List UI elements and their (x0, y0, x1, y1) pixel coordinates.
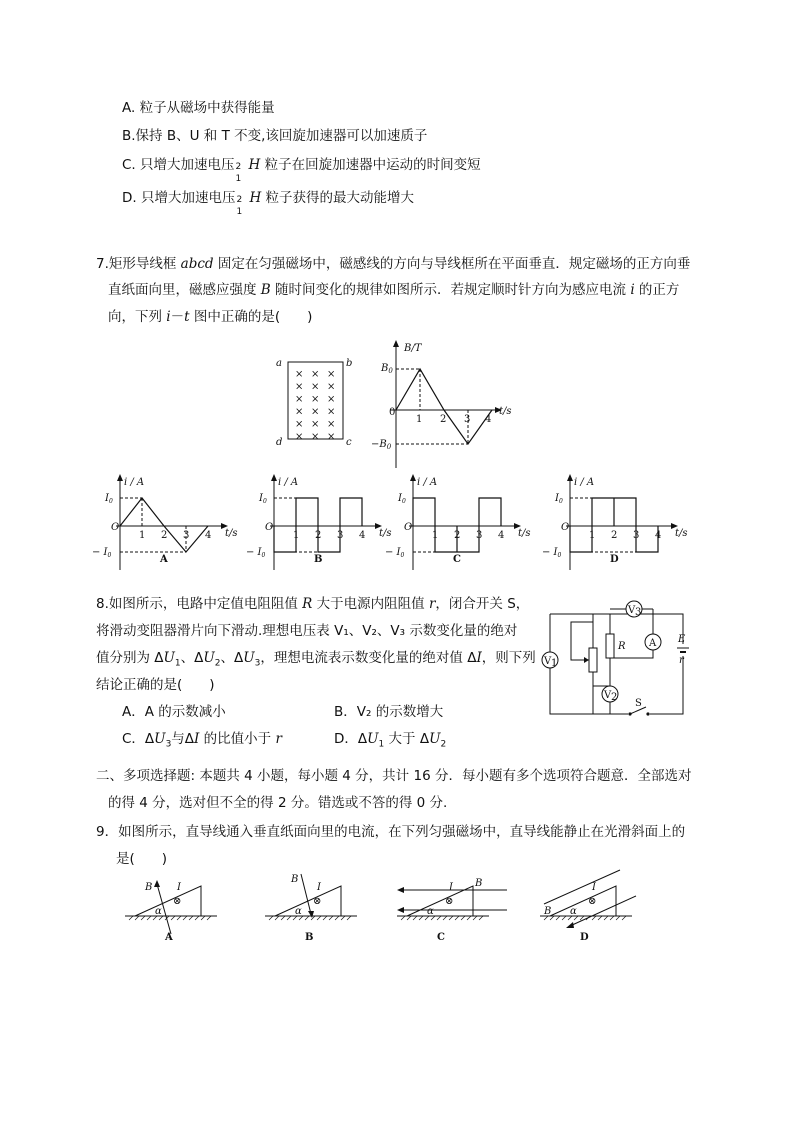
svg-text:α: α (570, 906, 577, 917)
field-cross: × (295, 419, 304, 430)
svg-text:B: B (544, 906, 552, 917)
frame-label-c: c (346, 437, 352, 448)
svg-text:⊗: ⊗ (313, 896, 322, 907)
svg-text:− I0: − $I_0$ (385, 547, 405, 559)
circuit-ammeter: A (649, 638, 657, 649)
svg-text:B: B (305, 932, 314, 943)
q6-option-c: C. 只增大加速电压 2 1 H 粒子在回旋加速器中运动的时间变短 (122, 157, 481, 184)
svg-text:4: 4 (359, 530, 366, 541)
svg-text:2: 2 (161, 530, 168, 541)
svg-text:A: A (165, 932, 173, 943)
q6-option-a: A. 粒子从磁场中获得能量 (122, 100, 275, 116)
q9-stem-line2: 是( ) (116, 851, 168, 867)
circuit-r: R (618, 641, 626, 652)
svg-text:C: C (453, 554, 461, 565)
svg-text:⊗: ⊗ (173, 896, 182, 907)
svg-text:i / A: i / A (124, 477, 145, 488)
svg-text:1: 1 (589, 530, 596, 541)
svg-text:1: 1 (432, 530, 439, 541)
bt-tick-2: 2 (440, 414, 447, 425)
field-cross: × (311, 431, 320, 443)
incline-option-B (265, 874, 357, 943)
svg-text:I0: $I_0$ (398, 493, 406, 505)
svg-text:O: O (404, 522, 413, 533)
incline-option-C (397, 878, 507, 943)
field-cross: × (327, 394, 336, 405)
q7-option-graphs (0, 470, 794, 575)
svg-text:2: 2 (454, 530, 461, 541)
q6-option-d: D. 只增大加速电压 2 1 H 粒子获得的最大动能增大 (122, 190, 415, 217)
frame-label-a: a (276, 358, 282, 369)
svg-text:3: 3 (633, 530, 640, 541)
q8-option-b: B．V₂ 的示数增大 (334, 704, 444, 720)
bt-tick-1: 1 (416, 414, 423, 425)
bt-origin: 0 (389, 407, 396, 418)
field-cross-grid (295, 369, 335, 443)
bt-b0-label: $B_0$ (381, 363, 393, 375)
svg-text:I0: $I_0$ (555, 493, 563, 505)
q8-stem-line3: 值分别为 $\Delta U_1$、$\Delta U_2$、$\Delta U_3$，理想电流表示数变化量的绝对值 ΔI，则下列 (96, 650, 536, 669)
circuit-emf: E (678, 634, 686, 645)
svg-text:− I0: − $I_0$ (92, 547, 112, 559)
svg-text:O: O (265, 522, 274, 533)
q8-stem-line1: 8.如图所示，电路中定值电阻阻值 R 大于电源内阻阻值 r，闭合开关 S， (96, 596, 530, 612)
svg-text:I: I (317, 882, 321, 893)
svg-text:B: B (291, 874, 299, 885)
svg-text:B: B (314, 554, 323, 565)
q8-stem-line4: 结论正确的是( ) (96, 677, 215, 693)
q8-stem-line2: 将滑动变阻器滑片向下滑动.理想电压表 V₁、V₂、V₃ 示数变化量的绝对 (96, 623, 518, 639)
field-cross: × (295, 369, 304, 380)
field-cross: × (311, 419, 320, 430)
svg-text:3: 3 (183, 530, 190, 541)
svg-text:2: 2 (315, 530, 322, 541)
section2-header-line1: 二、多项选择题: 本题共 4 小题，每小题 4 分，共计 16 分．每小题有多个选项符合题意．全部选对 (96, 768, 692, 784)
svg-text:i / A: i / A (278, 477, 299, 488)
svg-text:α: α (295, 906, 302, 917)
section2-header-line2: 的得 4 分，选对但不全的得 2 分。错选或不答的得 0 分. (108, 795, 448, 811)
svg-text:I0: $I_0$ (259, 493, 267, 505)
svg-text:t/s: t/s (225, 528, 238, 539)
bt-tick-3: 3 (464, 414, 471, 425)
svg-text:⊗: ⊗ (445, 896, 454, 907)
q7-frame-diagram (270, 350, 360, 450)
q7-stem-line2: 直纸面向里，磁感应强度 B 随时间变化的规律如图所示．若规定顺时针方向为感应电流 i 的正方 (108, 282, 680, 298)
field-cross: × (311, 406, 320, 418)
svg-text:1: 1 (293, 530, 300, 541)
field-cross: × (295, 431, 304, 443)
svg-text:α: α (427, 906, 434, 917)
i-t-graph-option-D (542, 474, 688, 570)
svg-text:⊗: ⊗ (588, 896, 597, 907)
incline-option-A (125, 880, 217, 943)
bt-ylabel: B/T (404, 343, 422, 354)
frame-label-b: b (346, 358, 353, 369)
svg-text:t/s: t/s (518, 528, 531, 539)
bt-xlabel: t/s (499, 406, 512, 417)
q8-option-a: A．A 的示数减小 (122, 704, 226, 720)
svg-text:D: D (610, 554, 619, 565)
q8-option-c: C．$\Delta U_3$与ΔI 的比值小于 r (122, 731, 282, 750)
bt-tick-4: 4 (485, 414, 492, 425)
q7-stem-line1: 7.矩形导线框 abcd 固定在匀强磁场中，磁感线的方向与导线框所在平面垂直．规定磁场的正方向垂 (96, 256, 691, 272)
q6-option-b: B.保持 B、U 和 T 不变,该回旋加速器可以加速质子 (122, 128, 428, 144)
i-t-graph-option-B (246, 474, 392, 570)
q9-incline-diagrams (0, 870, 794, 950)
svg-text:i / A: i / A (574, 477, 595, 488)
svg-text:4: 4 (655, 530, 662, 541)
svg-text:3: 3 (337, 530, 344, 541)
field-cross: × (327, 406, 336, 418)
field-cross: × (295, 394, 304, 405)
svg-text:I: I (592, 882, 596, 893)
svg-text:4: 4 (498, 530, 505, 541)
field-cross: × (311, 394, 320, 405)
q7-stem-line3: 向，下列 i－t 图中正确的是( ) (108, 309, 313, 325)
svg-text:− I0: − $I_0$ (246, 547, 266, 559)
circuit-v3: V (628, 605, 636, 616)
q7-bt-graph (372, 338, 522, 473)
svg-text:A: A (160, 554, 168, 565)
svg-text:I: I (449, 882, 453, 893)
svg-text:4: 4 (205, 530, 212, 541)
svg-text:2: 2 (611, 530, 618, 541)
svg-text:B: B (145, 882, 153, 893)
svg-text:t/s: t/s (675, 528, 688, 539)
field-cross: × (327, 431, 336, 443)
circuit-v1: V (544, 656, 552, 667)
field-cross: × (327, 381, 336, 393)
field-cross: × (327, 419, 336, 430)
svg-text:O: O (561, 522, 570, 533)
svg-text:3: 3 (476, 530, 483, 541)
svg-text:− I0: − $I_0$ (542, 547, 562, 559)
i-t-graph-option-C (385, 474, 531, 570)
svg-text:1: 1 (551, 658, 558, 669)
svg-text:I: I (177, 882, 181, 893)
q9-stem-line1: 9．如图所示，直导线通入垂直纸面向里的电流，在下列匀强磁场中，直导线能静止在光滑斜面上的 (96, 824, 686, 840)
svg-text:B: B (475, 878, 483, 889)
field-cross: × (295, 381, 304, 393)
svg-text:t/s: t/s (379, 528, 392, 539)
svg-text:1: 1 (139, 530, 146, 541)
svg-text:2: 2 (611, 692, 618, 703)
svg-text:I0: $I_0$ (105, 493, 113, 505)
circuit-internal-r: r (679, 655, 684, 666)
q8-option-d: D．$\Delta U_1$ 大于 $\Delta U_2$ (334, 731, 447, 750)
frame-label-d: d (276, 437, 283, 448)
bt-neg-b0-label: $-B_0$ (371, 439, 392, 451)
svg-text:D: D (580, 932, 589, 943)
svg-text:O: O (111, 522, 120, 533)
circuit-switch: S (635, 698, 642, 709)
svg-text:α: α (155, 906, 162, 917)
q8-circuit-diagram (538, 596, 688, 721)
svg-text:3: 3 (635, 607, 642, 618)
field-cross: × (311, 369, 320, 380)
i-t-graph-option-A (92, 474, 238, 570)
field-cross: × (311, 381, 320, 393)
incline-option-D (540, 870, 636, 943)
svg-text:C: C (437, 932, 445, 943)
field-cross: × (295, 406, 304, 418)
circuit-v2: V (604, 690, 612, 701)
svg-text:i / A: i / A (417, 477, 438, 488)
field-cross: × (327, 369, 336, 380)
